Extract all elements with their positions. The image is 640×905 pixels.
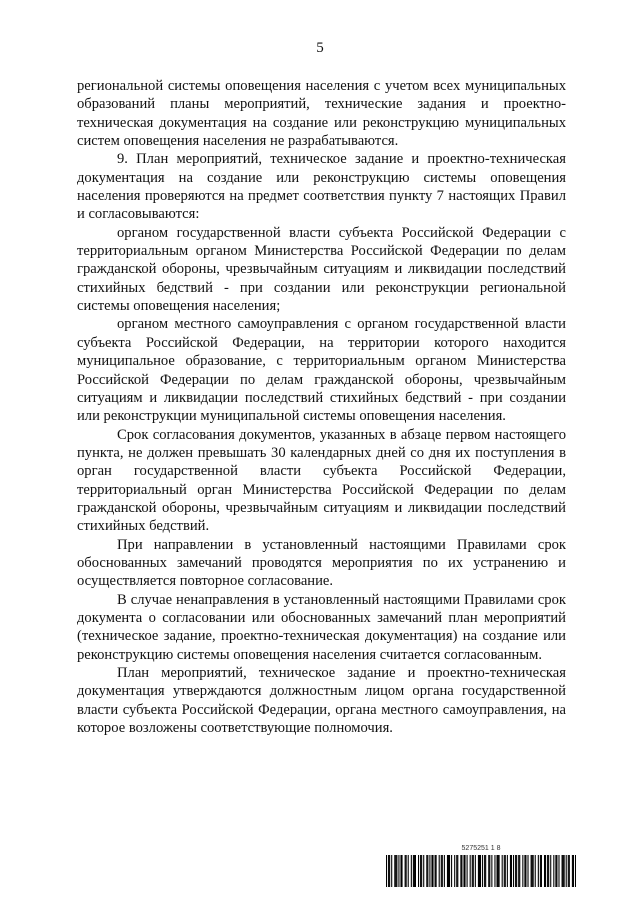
barcode-bar [427,855,428,887]
barcode-bar [505,855,506,887]
paragraph: При направлении в установленный настоящими Правилами срок обоснованных замечаний проводятся мероприятия по их устранению и осуществляется повторное согласование. [77,536,566,590]
barcode-bar [488,855,489,887]
paragraph: региональной системы оповещения населения с учетом всех муниципальных образований планы мероприятий, технические задания и проектно-техническая документация на создание или реконструкцию муниципальных систем оповещения населения не разрабатываются. [77,78,566,150]
barcode-bar [394,855,395,887]
barcode-bar [395,855,396,887]
barcode-bar [485,855,486,887]
barcode-bar [421,855,422,887]
barcode-bar [441,855,442,887]
barcode [386,845,576,889]
barcode-bar [448,855,449,887]
barcode-bar [470,855,471,887]
barcode-bar [398,855,399,887]
barcode-bar [472,855,473,887]
barcode-bar [504,855,505,887]
barcode-bar [463,855,464,887]
barcode-bar [498,855,499,887]
barcode-bar [400,855,401,887]
barcode-bar [396,855,397,887]
barcode-bar [408,855,409,887]
barcode-bar [510,855,511,887]
barcode-bar [541,855,542,887]
barcode-bar [531,855,532,887]
barcode-bar [454,855,455,887]
barcode-bar [524,855,525,887]
barcode-bar [484,855,485,887]
barcode-bar [494,855,495,887]
barcode-bar [558,855,559,887]
barcode-bar [491,855,492,887]
barcode-bar [389,855,390,887]
barcode-bar [401,855,402,887]
barcode-bar [460,855,461,887]
barcode-bar [522,855,523,887]
barcode-bar [525,855,526,887]
barcode-bar [511,855,512,887]
barcode-bar [444,855,445,887]
paragraph: Срок согласования документов, указанных в абзаце первом настоящего пункта, не должен превышать 30 календарных дней со дня их поступления в орган государственной власти субъекта Российской Федерации, территориальный орган Министерства Российской Федерации по делам гражданской обороны, чрезвычайным ситуациям и ликвидации последствий стихийных бедствий. [77,426,566,535]
barcode-bar [572,855,573,887]
barcode-bar [475,855,476,887]
barcode-bar [405,855,406,887]
barcode-bar [423,855,424,887]
barcode-bar [569,855,570,887]
barcode-bar [413,855,414,887]
barcode-bar [545,855,546,887]
barcode-bar [519,855,520,887]
barcode-bar [540,855,541,887]
barcode-bar [564,855,565,887]
barcode-bar [461,855,462,887]
barcode-bar [538,855,539,887]
barcode-code-text: 5275251 1 8 [461,845,501,852]
paragraph: органом государственной власти субъекта Российской Федерации с территориальным органом Министерства Российской Федерации по делам гражданской обороны, чрезвычайным ситуациям и ликвидации последствий стихийных бедствий - при создании или реконструкции региональной системы оповещения населения; [77,224,566,315]
barcode-bar [415,855,416,887]
barcode-bar [553,855,554,887]
barcode-bar [478,855,479,887]
barcode-bar [406,855,407,887]
barcode-bar [496,855,497,887]
barcode-bar [386,855,387,887]
barcode-bar [449,855,450,887]
barcode-bar [473,855,474,887]
paragraph: 9. План мероприятий, техническое задание и проектно-техническая документация на создание или реконструкцию системы оповещения населения проверяются на предмет соответствия пункту 7 настоящих Правил и согласовываются: [77,151,566,223]
barcode-bar [507,855,508,887]
barcode-bar [414,855,415,887]
page-number: 5 [316,40,324,56]
document-body [77,77,566,737]
barcode-bar [548,855,549,887]
barcode-bar [418,855,419,887]
barcode-bar [555,855,556,887]
barcode-bar [436,855,437,887]
barcode-bar [489,855,490,887]
barcode-bar [464,855,465,887]
barcode-bar [575,855,576,887]
barcode-bar [420,855,421,887]
barcode-bar [515,855,516,887]
barcode-bar [431,855,432,887]
barcode-bar [556,855,557,887]
barcode-bar [435,855,436,887]
barcode-bar [533,855,534,887]
paragraph: органом местного самоуправления с органом государственной власти субъекта Российской Федерации, на территории которого находится муниципальное образование, с территориальным органом Министерства Российской Федерации по делам гражданской обороны, чрезвычайным ситуациям и ликвидации последствий стихийных бедствий - при создании или реконструкции муниципальной системы оповещения населения. [77,316,566,425]
barcode-bar [457,855,458,887]
barcode-bar [479,855,480,887]
barcode-bar [502,855,503,887]
barcode-bar [391,855,392,887]
barcode-bar [499,855,500,887]
barcode-bar [547,855,548,887]
barcode-bar [456,855,457,887]
barcode-bar [432,855,433,887]
barcode-bar [550,855,551,887]
barcode-bars [386,855,576,887]
barcode-bar [513,855,514,887]
barcode-bar [516,855,517,887]
paragraph: План мероприятий, техническое задание и проектно-техническая документация утверждаются должностным лицом органа государственной власти субъекта Российской Федерации, органа местного самоуправления, на которое возложены соответствующие полномочия. [77,665,566,737]
barcode-bar [426,855,427,887]
barcode-bar [566,855,567,887]
barcode-bar [480,855,481,887]
barcode-bar [447,855,448,887]
barcode-bar [388,855,389,887]
barcode-bar [568,855,569,887]
barcode-bar [562,855,563,887]
barcode-bar [544,855,545,887]
barcode-bar [563,855,564,887]
barcode-bar [518,855,519,887]
barcode-bar [527,855,528,887]
barcode-bar [429,855,430,887]
barcode-bar [442,855,443,887]
barcode-bar [573,855,574,887]
barcode-bar [482,855,483,887]
paragraph: В случае ненаправления в установленный настоящими Правилами срок документа о согласовании или обоснованных замечаний план мероприятий (техническое задание, проектно-техническая документация) на создание или реконструкцию системы оповещения населения считается согласованным. [77,591,566,663]
barcode-bar [467,855,468,887]
barcode-bar [411,855,412,887]
barcode-bar [439,855,440,887]
barcode-bar [532,855,533,887]
barcode-bar [535,855,536,887]
barcode-bar [451,855,452,887]
